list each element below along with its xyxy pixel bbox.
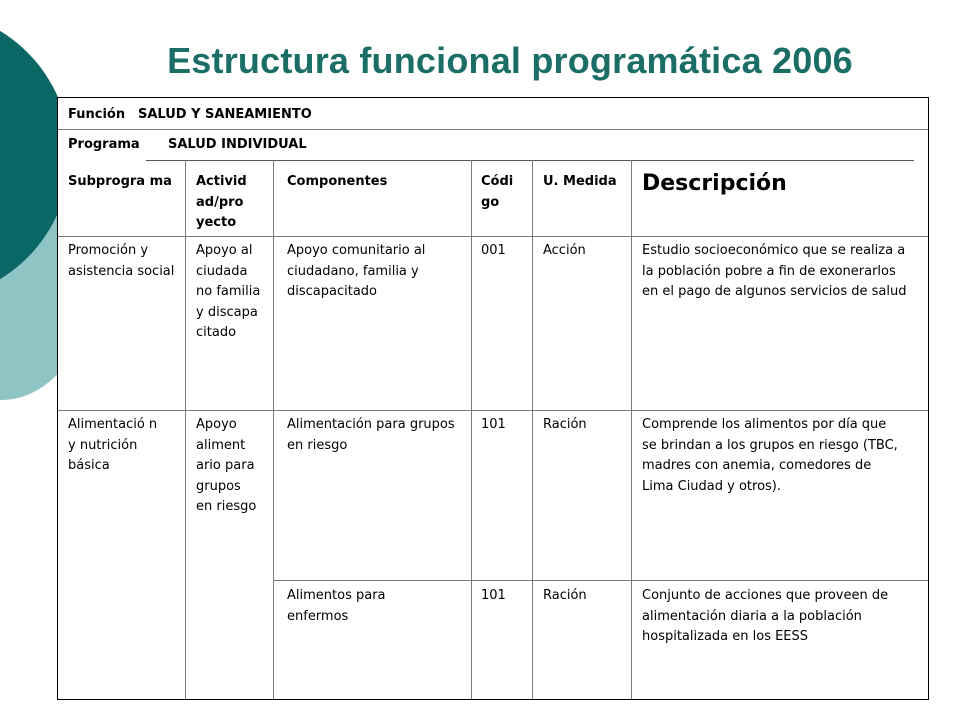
cell-descripcion: Comprende los alimentos por día que se brindan a los grupos en riesgo (TBC, madres con anemia, comedores de Lima Ciudad y otros). [642, 417, 898, 494]
header-descripcion: Descripción [642, 171, 787, 196]
column-divider [471, 160, 472, 699]
row-divider [273, 580, 928, 581]
cell-subprograma: Alimentació n y nutrición básica [68, 417, 158, 473]
header-medida: U. Medida [543, 174, 617, 189]
cell-actividad: Apoyo al ciudada no familia y discapa citado [196, 243, 261, 340]
programa-value: SALUD INDIVIDUAL [168, 137, 307, 152]
cell-subprograma: Promoción y asistencia social [68, 243, 175, 279]
row-divider [58, 410, 928, 411]
cell-componente: Alimentos para enfermos [287, 588, 386, 624]
cell-codigo: 001 [481, 243, 506, 258]
row-divider [58, 129, 928, 130]
header-actividad: Activid ad/pro yecto [196, 174, 247, 230]
header-codigo: Códi go [481, 174, 514, 210]
row-divider [146, 160, 914, 161]
cell-descripcion: Estudio socioeconómico que se realiza a la población pobre a fin de exonerarlos en el pago de algunos servicios de salud [642, 243, 907, 299]
program-structure-table [57, 97, 929, 700]
cell-medida: Ración [543, 417, 587, 432]
column-divider [532, 160, 533, 699]
column-divider [631, 160, 632, 699]
header-subprograma: Subprogra ma [68, 174, 172, 189]
cell-codigo: 101 [481, 588, 506, 603]
cell-componente: Alimentación para grupos en riesgo [287, 417, 455, 453]
cell-codigo: 101 [481, 417, 506, 432]
cell-descripcion: Conjunto de acciones que proveen de alimentación diaria a la población hospitalizada en los EESS [642, 588, 889, 644]
header-componentes: Componentes [287, 174, 388, 189]
slide-title: Estructura funcional programática 2006 [167, 40, 853, 81]
cell-medida: Acción [543, 243, 586, 258]
row-divider [58, 236, 928, 237]
cell-actividad: Apoyo aliment ario para grupos en riesgo [196, 417, 257, 514]
funcion-value: SALUD Y SANEAMIENTO [138, 107, 312, 122]
cell-medida: Ración [543, 588, 587, 603]
column-divider [273, 160, 274, 699]
column-divider [185, 160, 186, 699]
funcion-label: Función [68, 107, 126, 122]
cell-componente: Apoyo comunitario al ciudadano, familia y discapacitado [287, 243, 426, 299]
programa-label: Programa [68, 137, 140, 152]
